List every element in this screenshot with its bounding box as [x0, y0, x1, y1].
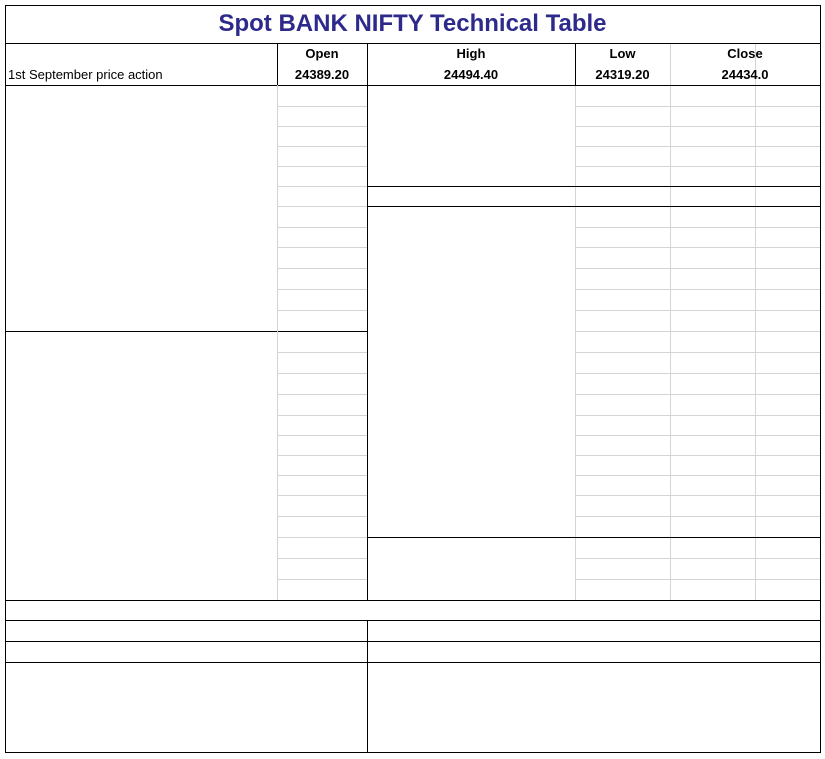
ohlc-header: Low	[609, 46, 636, 61]
ohlc-header: High	[456, 46, 486, 61]
table-border	[367, 537, 820, 538]
grid-line	[575, 268, 820, 269]
grid-line	[670, 85, 671, 600]
table-border	[820, 5, 821, 753]
grid-line	[575, 415, 820, 416]
grid-line	[277, 558, 367, 559]
table-border	[367, 43, 368, 600]
grid-line	[277, 247, 367, 248]
table-border	[5, 600, 820, 601]
table-border	[5, 620, 820, 621]
grid-line	[277, 106, 367, 107]
grid-line	[277, 166, 367, 167]
grid-line	[575, 455, 820, 456]
grid-line	[277, 289, 367, 290]
grid-line	[277, 186, 367, 187]
table-border	[5, 331, 367, 332]
grid-line	[575, 435, 820, 436]
grid-line	[277, 495, 367, 496]
grid-line	[575, 331, 820, 332]
grid-line	[277, 146, 367, 147]
grid-line	[575, 227, 820, 228]
ohlc-value: 24389.20	[294, 67, 350, 82]
grid-line	[277, 268, 367, 269]
table-border	[367, 206, 820, 207]
grid-line	[277, 435, 367, 436]
grid-line	[277, 126, 367, 127]
grid-line	[277, 394, 367, 395]
grid-line	[277, 475, 367, 476]
table-border	[5, 662, 820, 663]
grid-line	[575, 146, 820, 147]
grid-line	[575, 106, 820, 107]
grid-line	[575, 495, 820, 496]
table-border	[5, 5, 6, 753]
grid-line	[575, 85, 576, 600]
grid-line	[575, 394, 820, 395]
grid-line	[575, 558, 820, 559]
grid-line	[755, 85, 756, 600]
grid-line	[277, 516, 367, 517]
grid-line	[277, 227, 367, 228]
table-border	[5, 85, 820, 86]
grid-line	[575, 516, 820, 517]
grid-line	[277, 537, 367, 538]
grid-line	[277, 206, 367, 207]
grid-line	[277, 579, 367, 580]
grid-line	[277, 415, 367, 416]
grid-line	[575, 289, 820, 290]
ohlc-value: 24434.0	[721, 67, 769, 82]
grid-line	[277, 373, 367, 374]
grid-line	[277, 85, 278, 600]
grid-line	[277, 310, 367, 311]
grid-line	[575, 475, 820, 476]
grid-line	[575, 310, 820, 311]
grid-line	[575, 579, 820, 580]
table-border	[367, 662, 368, 752]
grid-line	[277, 455, 367, 456]
table-border	[5, 641, 820, 642]
page-title: Spot BANK NIFTY Technical Table	[218, 10, 607, 37]
ohlc-header: Open	[305, 46, 339, 61]
ohlc-value: 24494.40	[443, 67, 499, 82]
grid-line	[575, 352, 820, 353]
ohlc-value: 24319.20	[595, 67, 650, 82]
table-border	[5, 752, 820, 753]
grid-line	[575, 247, 820, 248]
grid-line	[277, 352, 367, 353]
ohlc-row-label: 1st September price action	[8, 67, 163, 82]
grid-line	[575, 373, 820, 374]
grid-line	[575, 126, 820, 127]
ohlc-header: Close	[727, 46, 763, 61]
table-border	[367, 620, 368, 662]
table-border	[367, 186, 820, 187]
grid-line	[575, 166, 820, 167]
